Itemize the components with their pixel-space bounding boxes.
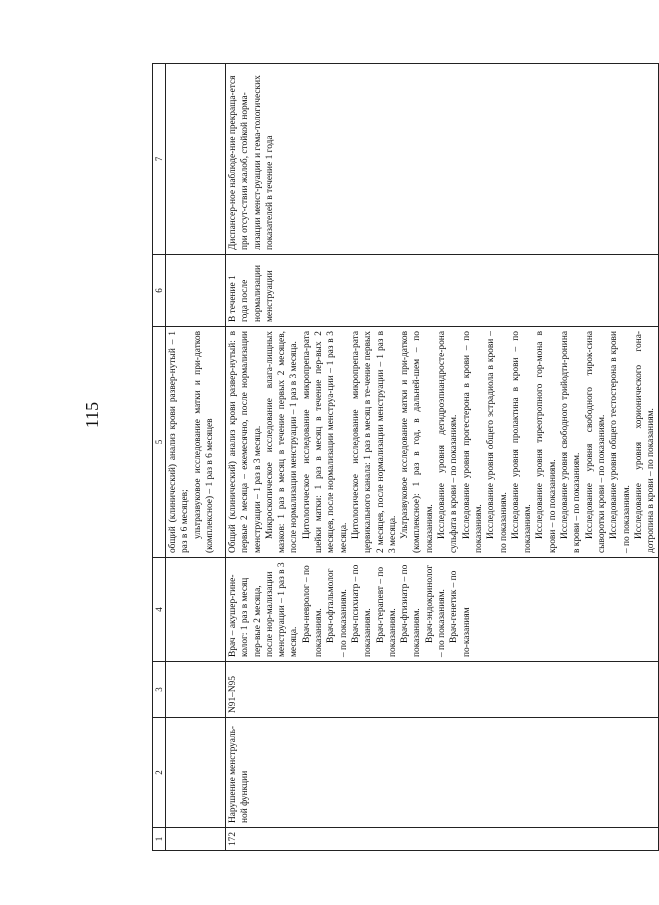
row-number-cell: 172 xyxy=(226,828,659,851)
continuation-examinations-cell xyxy=(166,327,226,558)
rotated-table xyxy=(152,64,657,851)
dispensary-table xyxy=(152,63,659,851)
column-header: 3 xyxy=(153,662,166,718)
column-header: 1 xyxy=(153,828,166,851)
specialist-line: Врач-фтизиатр – по показаниям. xyxy=(400,564,423,657)
specialist-line: Врач-офтальмолог – по показаниям. xyxy=(326,568,349,657)
examination-line: Исследование уровня общего тестостерона в крови – по показаниям. xyxy=(609,331,632,553)
header-row xyxy=(153,64,166,851)
outcome-cell: Диспансер-ное наблюде-ние прекраща-ется при отсут-ствии жалоб, стойкой норма-лизации менст-руации и гема-тологических показателей в течение 1 года xyxy=(226,64,659,255)
specialist-line: Врач-психиатр – по показаниям. xyxy=(350,564,374,657)
examination-line: Исследование уровня свободного трийодти-ронина в крови – по показаниям. xyxy=(560,331,583,553)
specialist-line: Врач-невролог – по показаниям. xyxy=(301,565,325,657)
examination-line: Исследование уровня свободного тирок-сина сыворотки крови – по показаниям. xyxy=(584,331,607,553)
examination-line: Цитологическое исследование микропрепа-рата шейки матки: 1 раз в месяц в течение пер-вых 2 месяцев, после нормализации менструа-ции – 1 раз в 3 месяца. xyxy=(301,331,349,553)
column-header: 2 xyxy=(153,718,166,828)
column-header: 5 xyxy=(153,327,166,558)
examination-line: Исследование уровня пролактина в крови – по показаниям. xyxy=(510,331,534,553)
examination-line: ультразвуковое исследование матки и при-датков (комплексное) – 1 раз в 6 месяцев xyxy=(192,331,215,553)
specialist-line: Врач-эндокринолог – по показаниям. xyxy=(424,564,448,657)
column-header: 4 xyxy=(153,558,166,662)
examination-line: Общий (клинический) анализ крови развер-нутый: в первые 2 месяца – ежемесячно, после нормализации менструации – 1 раз в 3 месяца. xyxy=(228,331,263,553)
examination-line: Цитологическое исследование микропрепа-рата цервикального канала: 1 раз в месяц в те-чение первых 2 месяцев, после нормализации менструации – 1 раз в 3 месяца. xyxy=(350,331,398,553)
continuation-row xyxy=(166,64,226,851)
table-row xyxy=(226,64,659,851)
column-header: 6 xyxy=(153,255,166,327)
examination-line: Исследование уровня прогестерона в крови – по показаниям. xyxy=(461,331,484,553)
specialist-line: Врач-генетик – по по-казаниям xyxy=(449,570,472,657)
examination-line: Ультразвуковое исследование матки и при-датков (комплексное): 1 раз в год, в дальней-шем – по показаниям. xyxy=(400,331,435,553)
specialist-line: Врач – акушер-гине-колог: 1 раз в месяц пер-вые 2 месяца, после нор-мализации менструации – 1 раз в 3 месяца. xyxy=(228,562,300,657)
examination-line: Исследование уровня дегидроэпиандросте-рона сульфата в крови – по показаниям. xyxy=(437,331,460,553)
examination-line: Исследование уровня хорионического гона-дотропина в крови – по показаниям. xyxy=(633,331,657,553)
examination-line: Микроскопическое исследование влага-лищных мазков: 1 раз в месяц в течение первых 2 месяцев, после нормализации менструации – 1 раз в 3 месяца. xyxy=(264,331,300,553)
examination-line: общий (клинический) анализ крови развер-нутый – 1 раз в 6 месяцев; xyxy=(168,331,191,553)
page-number: 115 xyxy=(82,401,102,429)
specialist-line: Врач-терапевт – по показаниям. xyxy=(375,566,398,657)
examination-line: Исследование уровня тиреотропного гор-мона в крови – по показаниям. xyxy=(535,331,558,553)
examination-line: Исследование уровня общего эстрадиола в крови – по показаниям. xyxy=(486,331,509,553)
specialists-cell xyxy=(226,558,659,662)
examinations-cell xyxy=(226,327,659,558)
column-header: 7 xyxy=(153,64,166,255)
disease-cell: Нарушение менструаль-ной функции xyxy=(226,718,659,828)
duration-cell: В течение 1 года после нормализации менструации xyxy=(226,255,659,327)
icd-code-cell: N91–N95 xyxy=(226,662,659,718)
